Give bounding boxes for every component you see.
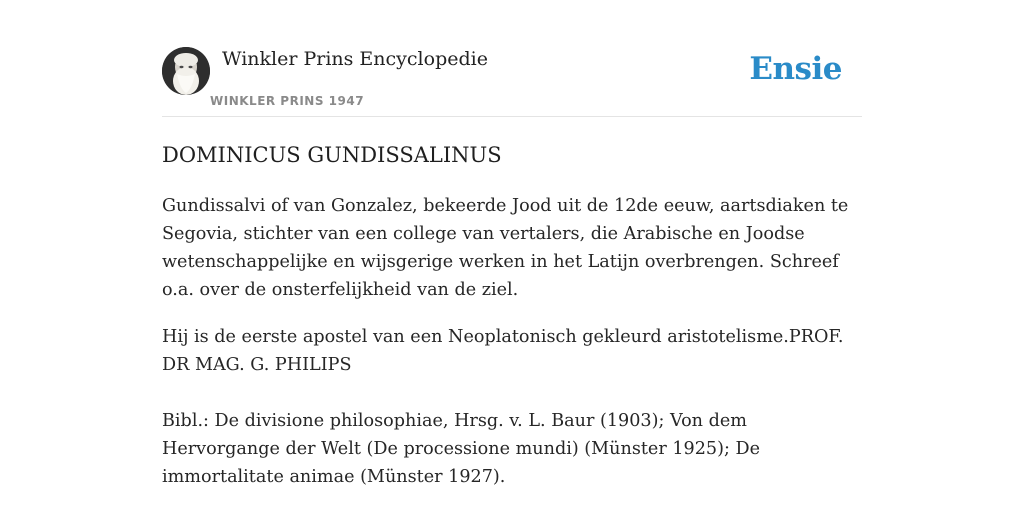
brand-logo[interactable]: Ensie [749, 51, 842, 87]
edition-label[interactable]: WINKLER PRINS 1947 [210, 94, 365, 108]
site-name[interactable]: Winkler Prins Encyclopedie [222, 48, 488, 70]
article [162, 140, 862, 491]
bibliography-paragraph: Bibl.: De divisione philosophiae, Hrsg. v. L. Baur (1903); Von dem Hervorgange der Welt (De processione mundi) (Münster 1925); De immortalitate animae (Münster 1927). [162, 411, 761, 487]
author-avatar [162, 47, 210, 95]
article-paragraph: Hij is de eerste apostel van een Neoplatonisch gekleurd aristotelisme.PROF. DR MAG. G. PHILIPS [162, 327, 844, 375]
portrait-image [162, 47, 210, 95]
article-title: DOMINICUS GUNDISSALINUS [162, 143, 502, 167]
article-paragraph: Gundissalvi of van Gonzalez, bekeerde Jood uit de 12de eeuw, aartsdiaken te Segovia, stichter van een college van vertalers, die Arabische en Joodse wetenschappelijke en wijsgerige werken in het Latijn overbrengen. Schreef o.a. over de onsterfelijkheid van de ziel. [162, 196, 849, 300]
site-header [162, 44, 862, 117]
